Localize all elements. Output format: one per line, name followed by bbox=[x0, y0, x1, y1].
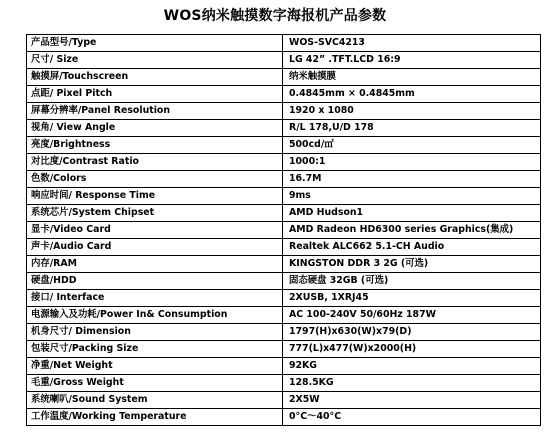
document-title: WOS纳米触摸数字海报机产品参数 bbox=[163, 8, 387, 24]
spec-label: 电源输入及功耗/Power In& Consumption bbox=[27, 307, 283, 324]
spec-label: 系统喇叭/Sound System bbox=[27, 392, 283, 409]
spec-row bbox=[27, 103, 541, 120]
spec-row bbox=[27, 392, 541, 409]
spec-row bbox=[27, 52, 541, 69]
spec-value: KINGSTON DDR 3 2G (可选) bbox=[283, 256, 541, 273]
spec-value: 固态硬盘 32GB (可选) bbox=[283, 273, 541, 290]
spec-row bbox=[27, 290, 541, 307]
spec-value: 16.7M bbox=[283, 171, 541, 188]
spec-label: 接口/ Interface bbox=[27, 290, 283, 307]
spec-label: 产品型号/Type bbox=[27, 35, 283, 52]
spec-label: 对比度/Contrast Ratio bbox=[27, 154, 283, 171]
spec-label: 尺寸/ Size bbox=[27, 52, 283, 69]
spec-label: 工作温度/Working Temperature bbox=[27, 409, 283, 426]
spec-row bbox=[27, 341, 541, 358]
spec-row bbox=[27, 188, 541, 205]
spec-value: 2X5W bbox=[283, 392, 541, 409]
spec-label: 包装尺寸/Packing Size bbox=[27, 341, 283, 358]
spec-value: AMD Radeon HD6300 series Graphics(集成) bbox=[283, 222, 541, 239]
spec-row bbox=[27, 120, 541, 137]
spec-value: 1920 x 1080 bbox=[283, 103, 541, 120]
spec-value: AC 100-240V 50/60Hz 187W bbox=[283, 307, 541, 324]
spec-row bbox=[27, 256, 541, 273]
spec-value: R/L 178,U/D 178 bbox=[283, 120, 541, 137]
spec-label: 机身尺寸/ Dimension bbox=[27, 324, 283, 341]
spec-row bbox=[27, 137, 541, 154]
spec-label: 点距/ Pixel Pitch bbox=[27, 86, 283, 103]
spec-value: Realtek ALC662 5.1-CH Audio bbox=[283, 239, 541, 256]
spec-row bbox=[27, 69, 541, 86]
spec-label: 视角/ View Angle bbox=[27, 120, 283, 137]
spec-value: 2XUSB, 1XRJ45 bbox=[283, 290, 541, 307]
spec-label: 毛重/Gross Weight bbox=[27, 375, 283, 392]
spec-row bbox=[27, 205, 541, 222]
spec-label: 色数/Colors bbox=[27, 171, 283, 188]
spec-row bbox=[27, 222, 541, 239]
spec-label: 净重/Net Weight bbox=[27, 358, 283, 375]
spec-value: 0°C～40°C bbox=[283, 409, 541, 426]
spec-value: 0.4845mm × 0.4845mm bbox=[283, 86, 541, 103]
spec-value: 500cd/㎡ bbox=[283, 137, 541, 154]
spec-row bbox=[27, 375, 541, 392]
spec-table-body bbox=[27, 35, 541, 426]
spec-label: 硬盘/HDD bbox=[27, 273, 283, 290]
spec-label: 系统芯片/System Chipset bbox=[27, 205, 283, 222]
spec-value: WOS-SVC4213 bbox=[283, 35, 541, 52]
spec-label: 显卡/Video Card bbox=[27, 222, 283, 239]
spec-row bbox=[27, 154, 541, 171]
spec-label: 内存/RAM bbox=[27, 256, 283, 273]
spec-value: 777(L)x477(W)x2000(H) bbox=[283, 341, 541, 358]
spec-row bbox=[27, 358, 541, 375]
spec-value: 9ms bbox=[283, 188, 541, 205]
spec-row bbox=[27, 35, 541, 52]
spec-row bbox=[27, 86, 541, 103]
spec-label: 屏幕分辨率/Panel Resolution bbox=[27, 103, 283, 120]
spec-row bbox=[27, 324, 541, 341]
spec-row bbox=[27, 409, 541, 426]
spec-value: 1797(H)x630(W)x79(D) bbox=[283, 324, 541, 341]
spec-value: LG 42” .TFT.LCD 16:9 bbox=[283, 52, 541, 69]
spec-row bbox=[27, 273, 541, 290]
spec-row bbox=[27, 307, 541, 324]
spec-value: 92KG bbox=[283, 358, 541, 375]
spec-label: 触摸屏/Touchscreen bbox=[27, 69, 283, 86]
spec-label: 响应时间/ Response Time bbox=[27, 188, 283, 205]
spec-row bbox=[27, 171, 541, 188]
spec-label: 亮度/Brightness bbox=[27, 137, 283, 154]
spec-value: 1000:1 bbox=[283, 154, 541, 171]
spec-label: 声卡/Audio Card bbox=[27, 239, 283, 256]
spec-value: AMD Hudson1 bbox=[283, 205, 541, 222]
spec-row bbox=[27, 239, 541, 256]
spec-table bbox=[26, 34, 541, 426]
spec-value: 128.5KG bbox=[283, 375, 541, 392]
spec-value: 纳米触摸膜 bbox=[283, 69, 541, 86]
